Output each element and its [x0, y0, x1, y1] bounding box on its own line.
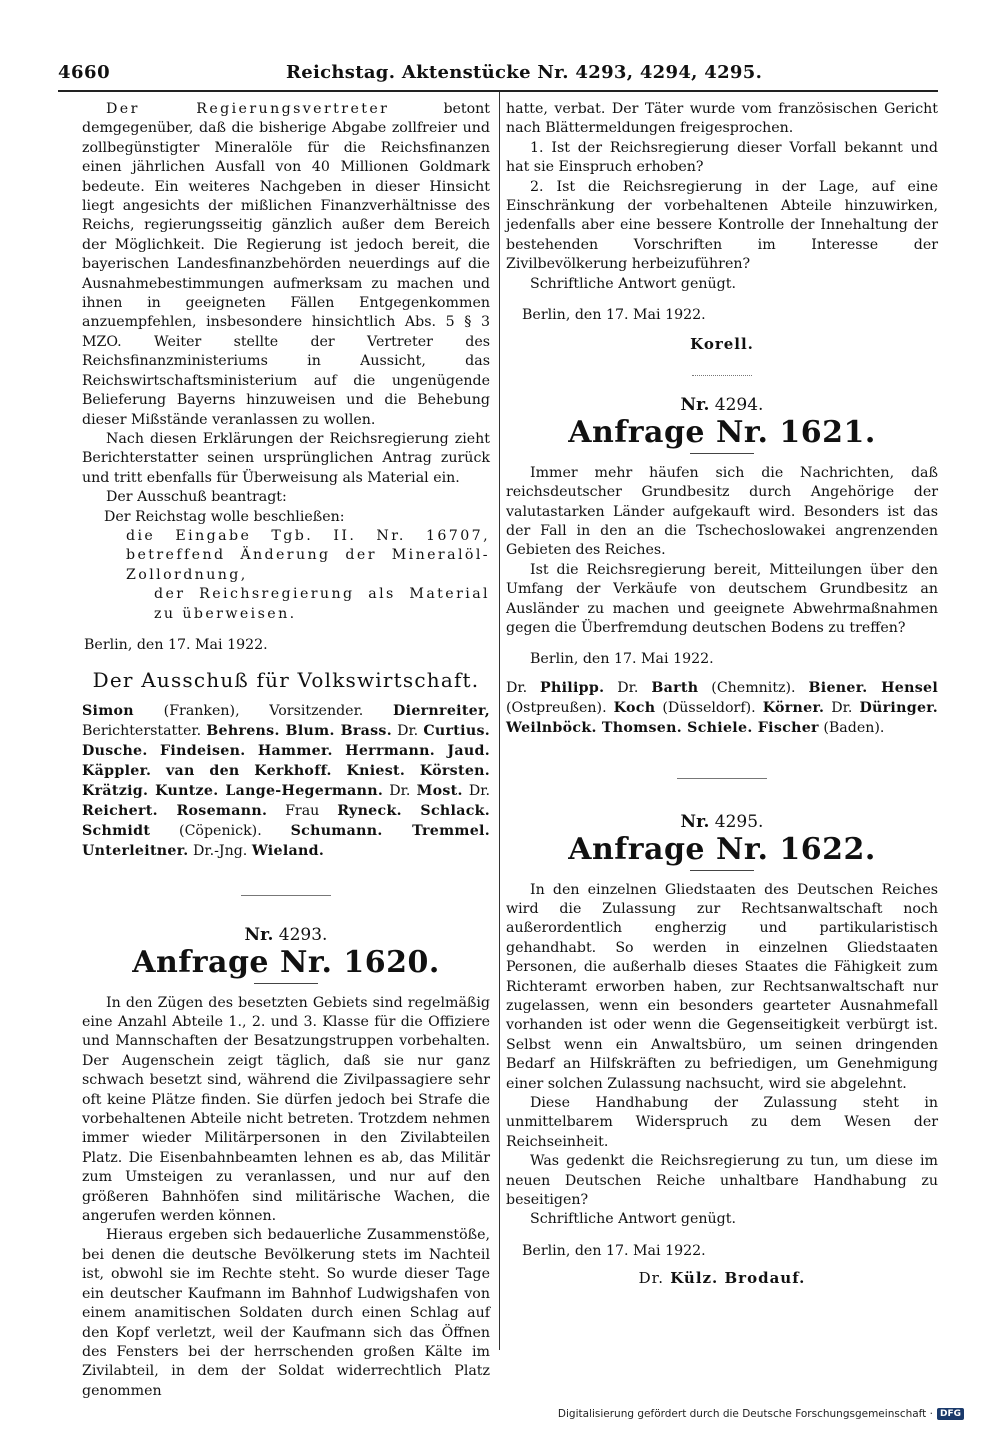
nr-label: Nr. — [680, 394, 710, 415]
signer-note: (Chemnitz). — [711, 679, 796, 696]
page-header — [58, 62, 938, 88]
header-rule — [58, 90, 938, 92]
member-name: Diernreiter, — [393, 702, 490, 719]
inquiry-title: Anfrage Nr. 1622. — [568, 832, 876, 868]
signer-name: Koch — [613, 699, 656, 716]
title-prefix: Frau — [285, 802, 320, 819]
report-paragraph: Nach diesen Erklärungen der Reichsregierung zieht Berichterstatter seinen ursprünglichen Antrag zurück und tritt ebenfalls für Überweisung als Material ein. — [82, 430, 490, 486]
member-note: (Cöpenick). — [179, 822, 262, 839]
member-names: Dusche. Findeisen. Hammer. Herrmann. Jaud. Käppler. van den Kerkhoff. Kniest. Körsten. Krätzig. Kuntze. Lange-Hegermann. — [82, 742, 490, 799]
date-line: Berlin, den 17. Mai 1922. — [530, 651, 714, 668]
date-line: Berlin, den 17. Mai 1922. — [84, 636, 268, 653]
title-prefix: Dr. — [638, 1269, 664, 1288]
inquiry-title: Anfrage Nr. 1620. — [132, 945, 440, 981]
motion-line-2: die Eingabe Tgb. II. Nr. 16707, betreffend Änderung der Mineralöl-Zollordnung, — [126, 527, 490, 583]
member-name: Curtius. — [423, 722, 490, 739]
signer-name: Körner. — [762, 699, 825, 716]
title-rule — [254, 983, 318, 984]
member-names: Behrens. Blum. Brass. — [206, 722, 392, 739]
section-separator — [241, 895, 331, 896]
date-line: Berlin, den 17. Mai 1922. — [522, 1242, 706, 1259]
intro-body: betont demgegenüber, daß die bisherige Abgabe zollfreier und zollbegünstigter Mineralöle für die Reichsfinanzen einen jährlichen Ausfall von 40 Millionen Goldmark bedeute. Ein weiteres Nachgeben in dieser Hinsicht liegt angesichts der mißlichen Finanzverhältnisse des Reichs, regierungsseitig gänzlich außer dem Bereich der Möglichkeit. Die Regierung ist jedoch bereit, die bayerischen Landesfinanzbehörden neuerdings auf die Ausnahmebestimmungen aufmerksam zu machen und ihnen in geeigneten Fällen Entgegenkommen anzuempfehlen, insbesondere hinsichtlich Abs. 5 § 3 MZO. Weiter stellte der Vertreter des Reichsfinanzministeriums in Aussicht, das Reichswirtschaftsministerium auf die ungenügende Belieferung Bayerns hinzuweisen und die Behebung dieser Mißstände veranlassen zu wollen. — [82, 101, 490, 428]
inquiry-paragraph: Immer mehr häufen sich die Nachrichten, daß reichsdeutscher Grundbesitz durch Angehörige der valutastarken Länder aufgekauft wird. Besonders ist das der Fall in den an die Tschechoslowakei angrenzenden Gebieten des Reiches. — [506, 464, 938, 559]
member-names: Schumann. Tremmel. Unterleitner. — [82, 822, 490, 859]
question-1: 1. Ist der Reichsregierung dieser Vorfall bekannt und hat sie Einspruch erhoben? — [506, 139, 938, 176]
continued-paragraph: hatte, verbat. Der Täter wurde vom französischen Gericht nach Blättermeldungen freigesprochen. — [506, 101, 938, 137]
right-column — [506, 100, 938, 1289]
signer-name: Philipp. — [540, 679, 605, 696]
member-name: Most. — [416, 782, 463, 799]
signer-note: (Baden). — [823, 719, 885, 736]
motion-line-1: Der Reichstag wolle beschließen: — [104, 508, 345, 525]
title-prefix: Dr.-Jng. — [192, 842, 248, 859]
motion-line-3: der Reichsregierung als Material zu überweisen. — [154, 586, 490, 622]
member-note: Berichterstatter. — [82, 722, 202, 739]
running-title: Reichstag. Aktenstücke Nr. 4293, 4294, 4295. — [286, 62, 763, 83]
member-names: Reichert. Rosemann. — [82, 802, 268, 819]
document-number — [82, 926, 490, 945]
nr-value: 4293. — [278, 924, 328, 945]
motion-block — [82, 508, 490, 624]
digitization-footer — [558, 1408, 964, 1420]
signer-names: Düringer. Weilnböck. Thomsen. Schiele. Fischer — [506, 699, 938, 736]
title-prefix: Dr. — [397, 722, 419, 739]
inquiry-paragraph: Hieraus ergeben sich bedauerliche Zusammenstöße, bei denen die deutsche Bevölkerung stets im Nachteil ist, obwohl sie im Rechte steht. So wurde dieser Tage ein deutscher Kaufmann im Bahnhof Ludwigshafen von einem anamitischen Soldaten durch einen Schlag auf den Kopf verletzt, weil der Kaufmann sich das Öffnen des Fensters bei der herrschenden großen Kälte im Zivilabteil, in dem der Soldat widerrechtlich Platz genommen — [82, 1227, 490, 1399]
page-number: 4660 — [58, 62, 111, 83]
signer-note: (Ostpreußen). — [506, 699, 607, 716]
signer-note: (Düsseldorf). — [662, 699, 756, 716]
column-divider — [499, 92, 500, 1350]
intro-lead: Der Regierungsvertreter — [106, 101, 390, 117]
signer-names: Külz. Brodauf. — [670, 1269, 806, 1288]
inquiry-paragraph: In den einzelnen Gliedstaaten des Deutschen Reiches wird die Zulassung zur Rechtsanwaltschaft noch außerordentlich engherzig und partikularistisch gehandhabt. So werden in einzelnen Gliedstaaten Personen, die außerhalb dieses Staates die Fähigkeit zum Richteramt erworben haben, zur Rechtsanwaltschaft nur zugelassen, wenn ein besonders gearteter Ausnahmefall vorhanden ist oder wenn die Gegenseitigkeit verbürgt ist. Selbst wenn ein Anwaltsbüro, um seinen dringenden Bedarf an Hilfskräften zu befriedigen, um Genehmigung einer solchen Zulassung nachsucht, wird sie abgelehnt. — [506, 881, 938, 1092]
title-prefix: Dr. — [506, 679, 528, 696]
signers — [506, 1269, 938, 1288]
signer-name: Barth — [651, 679, 699, 696]
nr-value: 4295. — [714, 811, 764, 832]
nr-value: 4294. — [714, 394, 764, 415]
title-prefix: Dr. — [389, 782, 411, 799]
document-number — [506, 813, 938, 832]
section-separator — [677, 778, 767, 779]
document-number — [506, 396, 938, 415]
section-separator — [692, 375, 752, 376]
inquiry-paragraph: Diese Handhabung der Zulassung steht in unmittelbarem Widerspruch zu dem Wesen der Reichseinheit. — [506, 1095, 938, 1150]
answer-request: Schriftliche Antwort genügt. — [530, 275, 736, 292]
member-names: Ryneck. Schlack. Schmidt — [82, 802, 491, 839]
title-prefix: Dr. — [617, 679, 639, 696]
inquiry-paragraph: Ist die Reichsregierung bereit, Mitteilungen über den Umfang der Verkäufe von deutschem Grundbesitz an Ausländer zu machen und geeignete Abwehrmaßnahmen gegen die Überfremdung deutschen Bodens zu treffen? — [506, 561, 938, 636]
signer-names: Biener. Hensel — [808, 679, 939, 696]
signers — [506, 678, 938, 738]
member-name: Simon — [82, 702, 134, 719]
inquiry-paragraph: In den Zügen des besetzten Gebiets sind regelmäßig eine Anzahl Abteile 1., 2. und 3. Klasse für die Offiziere und Mannschaften der Besatzungstruppen vorbehalten. Der Augenschein zeigt täglich, daß sie nur ganz schwach besetzt sind, während die Zivilpassagiere sehr oft keine Plätze finden. Sie dürfen jedoch bei Strafe die vorbehaltenen Abteile nicht betreten. Trotzdem nehmen immer wieder Militärpersonen in den Zivilabteilen Platz. Die Eisenbahnbeamten lehnen es ab, das Militär zum Umsteigen zu veranlassen, und nur auf den größeren Bahnhöfen sind militärische Wachen, die angerufen werden können. — [82, 994, 490, 1225]
title-prefix: Dr. — [468, 782, 491, 799]
member-note: (Franken), Vorsitzender. — [163, 702, 364, 719]
footer-text: Digitalisierung gefördert durch die Deutsche Forschungsgemeinschaft · — [557, 1408, 933, 1420]
committee-members — [82, 701, 490, 861]
nr-label: Nr. — [244, 924, 274, 945]
signer: Korell. — [690, 335, 754, 354]
intro-paragraph — [82, 100, 490, 430]
title-rule — [690, 453, 754, 454]
answer-request: Schriftliche Antwort genügt. — [530, 1211, 736, 1228]
title-rule — [690, 870, 754, 871]
question-2: 2. Ist die Reichsregierung in der Lage, auf eine Einschränkung der vorbehaltenen Abteile hinzuwirken, jedenfalls aber eine bessere Kontrolle der Innehaltung der bestehenden Vorschriften im Interesse der Zivilbevölkerung herbeizuführen? — [506, 178, 938, 273]
left-column — [82, 100, 490, 1401]
dfg-logo: DFG — [937, 1408, 964, 1420]
motion-intro: Der Ausschuß beantragt: — [106, 489, 287, 506]
committee-name: Der Ausschuß für Volkswirtschaft. — [92, 668, 480, 693]
inquiry-paragraph: Was gedenkt die Reichsregierung zu tun, um diese im neuen Deutschen Reiche unhaltbare Handhabung zu beseitigen? — [506, 1153, 938, 1209]
inquiry-title: Anfrage Nr. 1621. — [568, 415, 876, 451]
title-prefix: Dr. — [831, 699, 853, 716]
nr-label: Nr. — [680, 811, 710, 832]
member-name: Wieland. — [251, 842, 325, 859]
date-line: Berlin, den 17. Mai 1922. — [522, 307, 706, 324]
